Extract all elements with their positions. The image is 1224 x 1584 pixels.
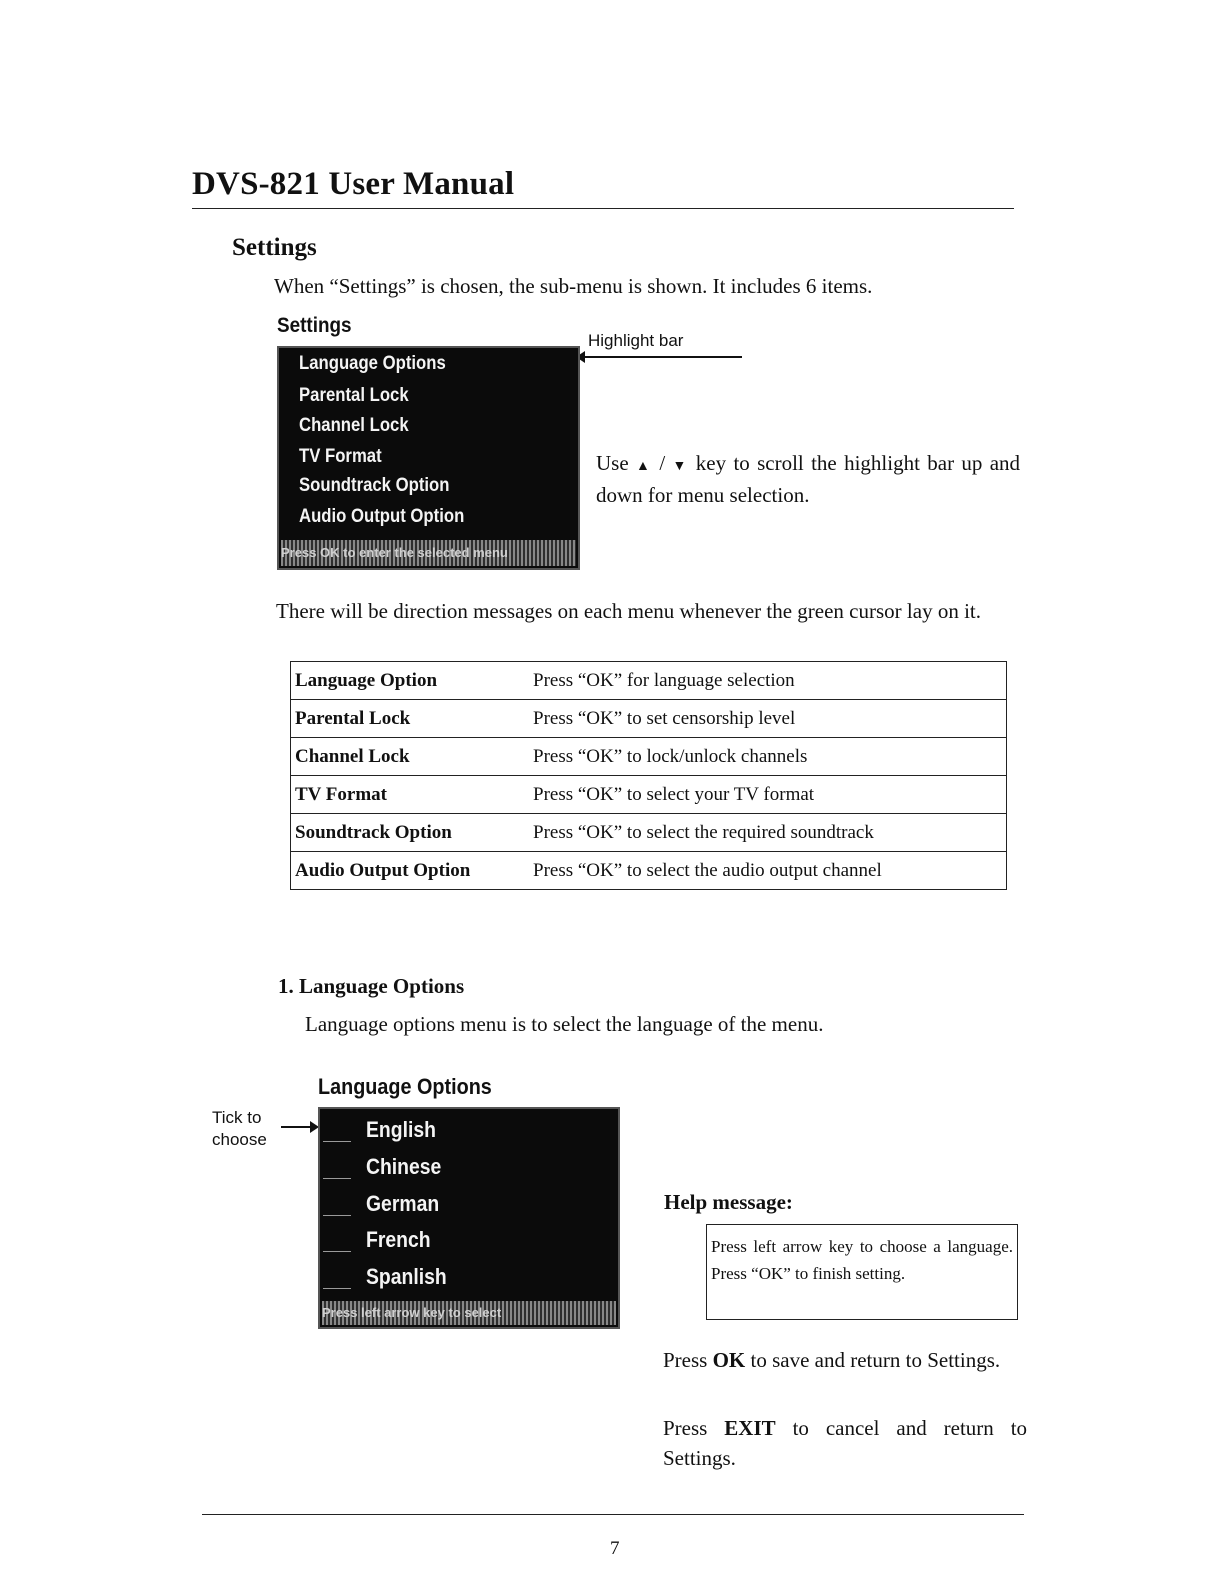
scroll-help-text bbox=[596, 449, 1020, 510]
up-arrow-icon: ▲ bbox=[636, 459, 652, 474]
footer-divider bbox=[202, 1514, 1024, 1515]
scroll-help-separator: / bbox=[659, 451, 666, 475]
table-cell-message: Press “OK” to select the required soundtrack bbox=[529, 814, 1007, 852]
language-menu-hint-bar bbox=[322, 1301, 616, 1325]
settings-section-title: Settings bbox=[232, 234, 317, 261]
document-title: DVS-821 User Manual bbox=[192, 166, 515, 202]
table-cell-option: Parental Lock bbox=[291, 700, 530, 738]
direction-messages-text: There will be direction messages on each menu whenever the green cursor lay on it. bbox=[276, 599, 981, 623]
tick-box[interactable] bbox=[323, 1115, 351, 1142]
menu-item-parental-lock[interactable]: Parental Lock bbox=[299, 385, 409, 406]
page-number: 7 bbox=[610, 1538, 620, 1559]
highlight-callout-line bbox=[582, 356, 742, 358]
menu-item-audio-output-option[interactable]: Audio Output Option bbox=[299, 506, 465, 527]
language-item-french[interactable]: French bbox=[366, 1227, 431, 1252]
table-cell-message: Press “OK” to set censorship level bbox=[529, 700, 1007, 738]
table-cell-message: Press “OK” to select your TV format bbox=[529, 776, 1007, 814]
table-row bbox=[291, 662, 1007, 700]
table-row bbox=[291, 738, 1007, 776]
settings-menu-caption: Settings bbox=[277, 314, 352, 337]
tick-box[interactable] bbox=[323, 1225, 351, 1252]
language-item-german[interactable]: German bbox=[366, 1191, 440, 1216]
table-cell-option: Channel Lock bbox=[291, 738, 530, 776]
tick-callout-line bbox=[281, 1126, 311, 1128]
table-cell-message: Press “OK” for language selection bbox=[529, 662, 1007, 700]
help-message-box: Press left arrow key to choose a language. Press “OK” to finish setting. bbox=[706, 1224, 1018, 1320]
language-options-description: Language options menu is to select the language of the menu. bbox=[305, 1012, 824, 1036]
scroll-help-prefix: Use bbox=[596, 451, 629, 475]
direction-message-table bbox=[290, 661, 1007, 890]
language-options-title: 1. Language Options bbox=[278, 974, 465, 998]
table-row bbox=[291, 852, 1007, 890]
settings-intro-text: When “Settings” is chosen, the sub-menu is shown. It includes 6 items. bbox=[274, 274, 873, 298]
settings-menu-hint-text: Press OK to enter the selected menu bbox=[281, 545, 508, 560]
language-item-chinese[interactable]: Chinese bbox=[366, 1154, 442, 1179]
scroll-help-suffix: key to scroll the highlight bar up and down for menu selection. bbox=[596, 451, 1021, 507]
language-item-english[interactable]: English bbox=[366, 1117, 436, 1142]
table-cell-option: TV Format bbox=[291, 776, 530, 814]
table-row bbox=[291, 700, 1007, 738]
ok-key-label: OK bbox=[712, 1348, 746, 1372]
table-cell-option: Audio Output Option bbox=[291, 852, 530, 890]
table-cell-message: Press “OK” to select the audio output channel bbox=[529, 852, 1007, 890]
down-arrow-icon: ▼ bbox=[672, 459, 689, 474]
ok-note-suffix: to save and return to Settings. bbox=[750, 1348, 1001, 1372]
help-message-title: Help message: bbox=[664, 1190, 793, 1214]
table-cell-message: Press “OK” to lock/unlock channels bbox=[529, 738, 1007, 776]
exit-key-note bbox=[663, 1413, 1027, 1473]
language-menu bbox=[318, 1107, 620, 1329]
menu-item-tv-format[interactable]: TV Format bbox=[299, 446, 382, 467]
exit-note-prefix: Press bbox=[663, 1416, 708, 1440]
highlight-bar-label: Highlight bar bbox=[588, 331, 684, 350]
table-cell-option: Language Option bbox=[291, 662, 530, 700]
settings-menu bbox=[277, 346, 580, 570]
tick-box[interactable] bbox=[323, 1262, 351, 1289]
tick-box[interactable] bbox=[323, 1189, 351, 1216]
language-menu-hint-text: Press left arrow key to select bbox=[322, 1305, 502, 1320]
menu-item-soundtrack-option[interactable]: Soundtrack Option bbox=[299, 475, 450, 496]
exit-key-label: EXIT bbox=[724, 1416, 776, 1440]
menu-item-language-options[interactable]: Language Options bbox=[299, 353, 446, 374]
tick-to-choose-label: Tick to choose bbox=[212, 1108, 267, 1149]
language-menu-caption: Language Options bbox=[318, 1074, 492, 1099]
exit-note-suffix: to cancel and return to Settings. bbox=[663, 1416, 1028, 1470]
language-item-spanish[interactable]: Spanlish bbox=[366, 1264, 447, 1289]
title-divider bbox=[192, 208, 1014, 209]
table-row bbox=[291, 776, 1007, 814]
ok-key-note bbox=[663, 1345, 1027, 1375]
ok-note-prefix: Press bbox=[663, 1348, 708, 1372]
tick-box[interactable] bbox=[323, 1152, 351, 1179]
table-row bbox=[291, 814, 1007, 852]
table-cell-option: Soundtrack Option bbox=[291, 814, 530, 852]
menu-item-channel-lock[interactable]: Channel Lock bbox=[299, 415, 409, 436]
settings-menu-hint-bar bbox=[281, 540, 576, 566]
